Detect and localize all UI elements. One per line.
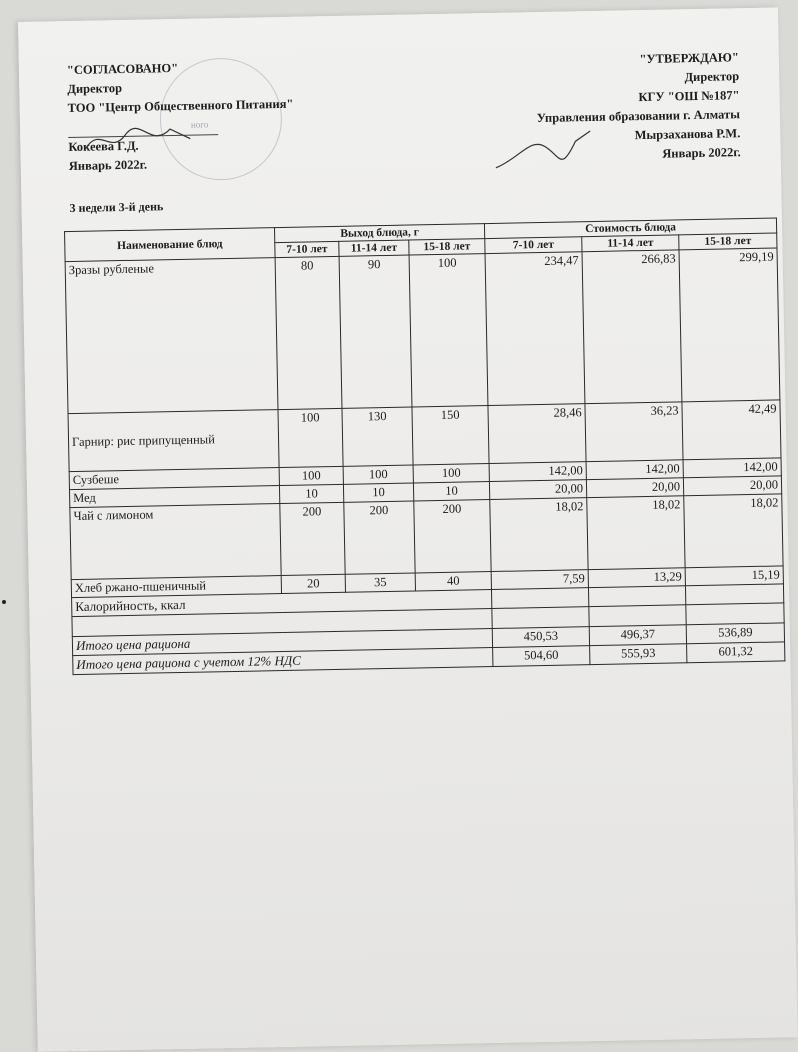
cost-cell: 142,00 bbox=[586, 460, 683, 480]
cost-cell: 18,02 bbox=[684, 494, 783, 568]
col-header-name: Наименование блюд bbox=[65, 228, 276, 262]
output-cell: 40 bbox=[415, 572, 491, 591]
total-vat-cell: 601,32 bbox=[687, 642, 785, 663]
output-cell: 100 bbox=[279, 466, 343, 485]
col-header-cost: Стоимость блюда bbox=[484, 218, 776, 239]
output-cell: 100 bbox=[278, 408, 343, 467]
output-cell: 150 bbox=[412, 406, 489, 465]
output-cell: 100 bbox=[343, 465, 413, 484]
dish-name: Чай с лимоном bbox=[70, 504, 281, 580]
output-cell: 90 bbox=[339, 255, 412, 408]
cost-cell: 142,00 bbox=[683, 458, 781, 478]
dish-name: Гарнир: рис припущенный bbox=[68, 410, 279, 472]
document-sheet bbox=[18, 7, 798, 1051]
dish-name: Хлеб ржано-пшеничный bbox=[71, 576, 281, 598]
dish-name: Мед bbox=[69, 486, 279, 508]
total-cell: 496,37 bbox=[589, 625, 686, 646]
age-header: 7-10 лет bbox=[485, 237, 582, 254]
cost-cell: 15,19 bbox=[685, 566, 783, 586]
calories-label: Калорийность, ккал bbox=[72, 590, 492, 617]
age-header: 7-10 лет bbox=[275, 241, 339, 257]
total-cell: 450,53 bbox=[492, 627, 589, 648]
output-cell: 35 bbox=[345, 573, 415, 592]
output-cell: 200 bbox=[414, 500, 491, 573]
output-cell: 80 bbox=[275, 256, 342, 409]
total-vat-label: Итого цена рациона с учетом 12% НДС bbox=[73, 648, 493, 675]
cost-cell: 13,29 bbox=[588, 568, 685, 588]
cost-cell: 299,19 bbox=[679, 248, 780, 402]
approval-right-position: Директор bbox=[684, 69, 740, 85]
col-header-output: Выход блюда, г bbox=[274, 224, 484, 243]
approval-left-title: "СОГЛАСОВАНО" bbox=[66, 60, 179, 78]
cost-cell: 20,00 bbox=[683, 476, 781, 496]
approval-right-org: КГУ "ОШ №187" bbox=[638, 88, 740, 105]
cost-cell: 7,59 bbox=[491, 570, 588, 590]
approval-left-org: ТОО "Центр Общественного Питания" bbox=[67, 96, 294, 116]
cost-cell: 18,02 bbox=[490, 498, 588, 572]
output-cell: 100 bbox=[409, 254, 488, 407]
output-cell: 10 bbox=[413, 482, 489, 501]
cost-cell: 42,49 bbox=[682, 400, 781, 460]
cost-cell: 142,00 bbox=[489, 462, 586, 482]
dish-name: Сузбеше bbox=[69, 468, 279, 490]
approval-left-position: Директор bbox=[67, 81, 123, 97]
dish-name: Зразы рубленые bbox=[65, 258, 278, 414]
approval-left-name: Кокеева Г.Д. bbox=[68, 138, 139, 155]
age-header: 11-14 лет bbox=[582, 235, 679, 252]
stamp-text: ного bbox=[190, 119, 209, 130]
cost-cell: 266,83 bbox=[582, 250, 682, 404]
age-header: 15-18 лет bbox=[409, 239, 485, 255]
cost-cell: 20,00 bbox=[586, 478, 683, 498]
output-cell: 10 bbox=[343, 483, 413, 502]
output-cell: 200 bbox=[344, 501, 415, 574]
cost-cell: 18,02 bbox=[587, 496, 685, 570]
table-row bbox=[70, 494, 783, 580]
table-row bbox=[65, 248, 780, 414]
output-cell: 20 bbox=[281, 574, 345, 593]
approval-left-date: Январь 2022г. bbox=[68, 157, 148, 174]
approval-right-name: Мырзаханова Р.М. bbox=[634, 126, 741, 143]
output-cell: 10 bbox=[279, 484, 343, 503]
cost-cell: 28,46 bbox=[488, 404, 586, 464]
age-header: 11-14 лет bbox=[339, 240, 409, 256]
total-cell: 536,89 bbox=[686, 623, 784, 644]
approval-right-title: "УТВЕРЖДАЮ" bbox=[639, 50, 739, 67]
menu-table bbox=[64, 217, 785, 675]
signature-right-icon bbox=[490, 126, 601, 178]
output-cell: 100 bbox=[413, 464, 489, 483]
cost-cell: 234,47 bbox=[485, 252, 585, 406]
total-vat-cell: 555,93 bbox=[590, 644, 687, 665]
output-cell: 130 bbox=[342, 407, 413, 466]
cost-cell: 20,00 bbox=[489, 480, 586, 500]
cost-cell: 36,23 bbox=[585, 402, 683, 462]
signature-left-icon bbox=[80, 119, 201, 161]
approval-right-date: Январь 2022г. bbox=[662, 145, 741, 161]
output-cell: 200 bbox=[280, 502, 345, 575]
week-day-label: 3 недели 3-й день bbox=[69, 199, 164, 216]
total-vat-cell: 504,60 bbox=[493, 646, 590, 667]
margin-mark bbox=[2, 600, 6, 604]
approval-right-dept: Управления образовании г. Алматы bbox=[536, 107, 741, 126]
age-header: 15-18 лет bbox=[679, 233, 777, 250]
total-label: Итого цена рациона bbox=[72, 629, 492, 656]
